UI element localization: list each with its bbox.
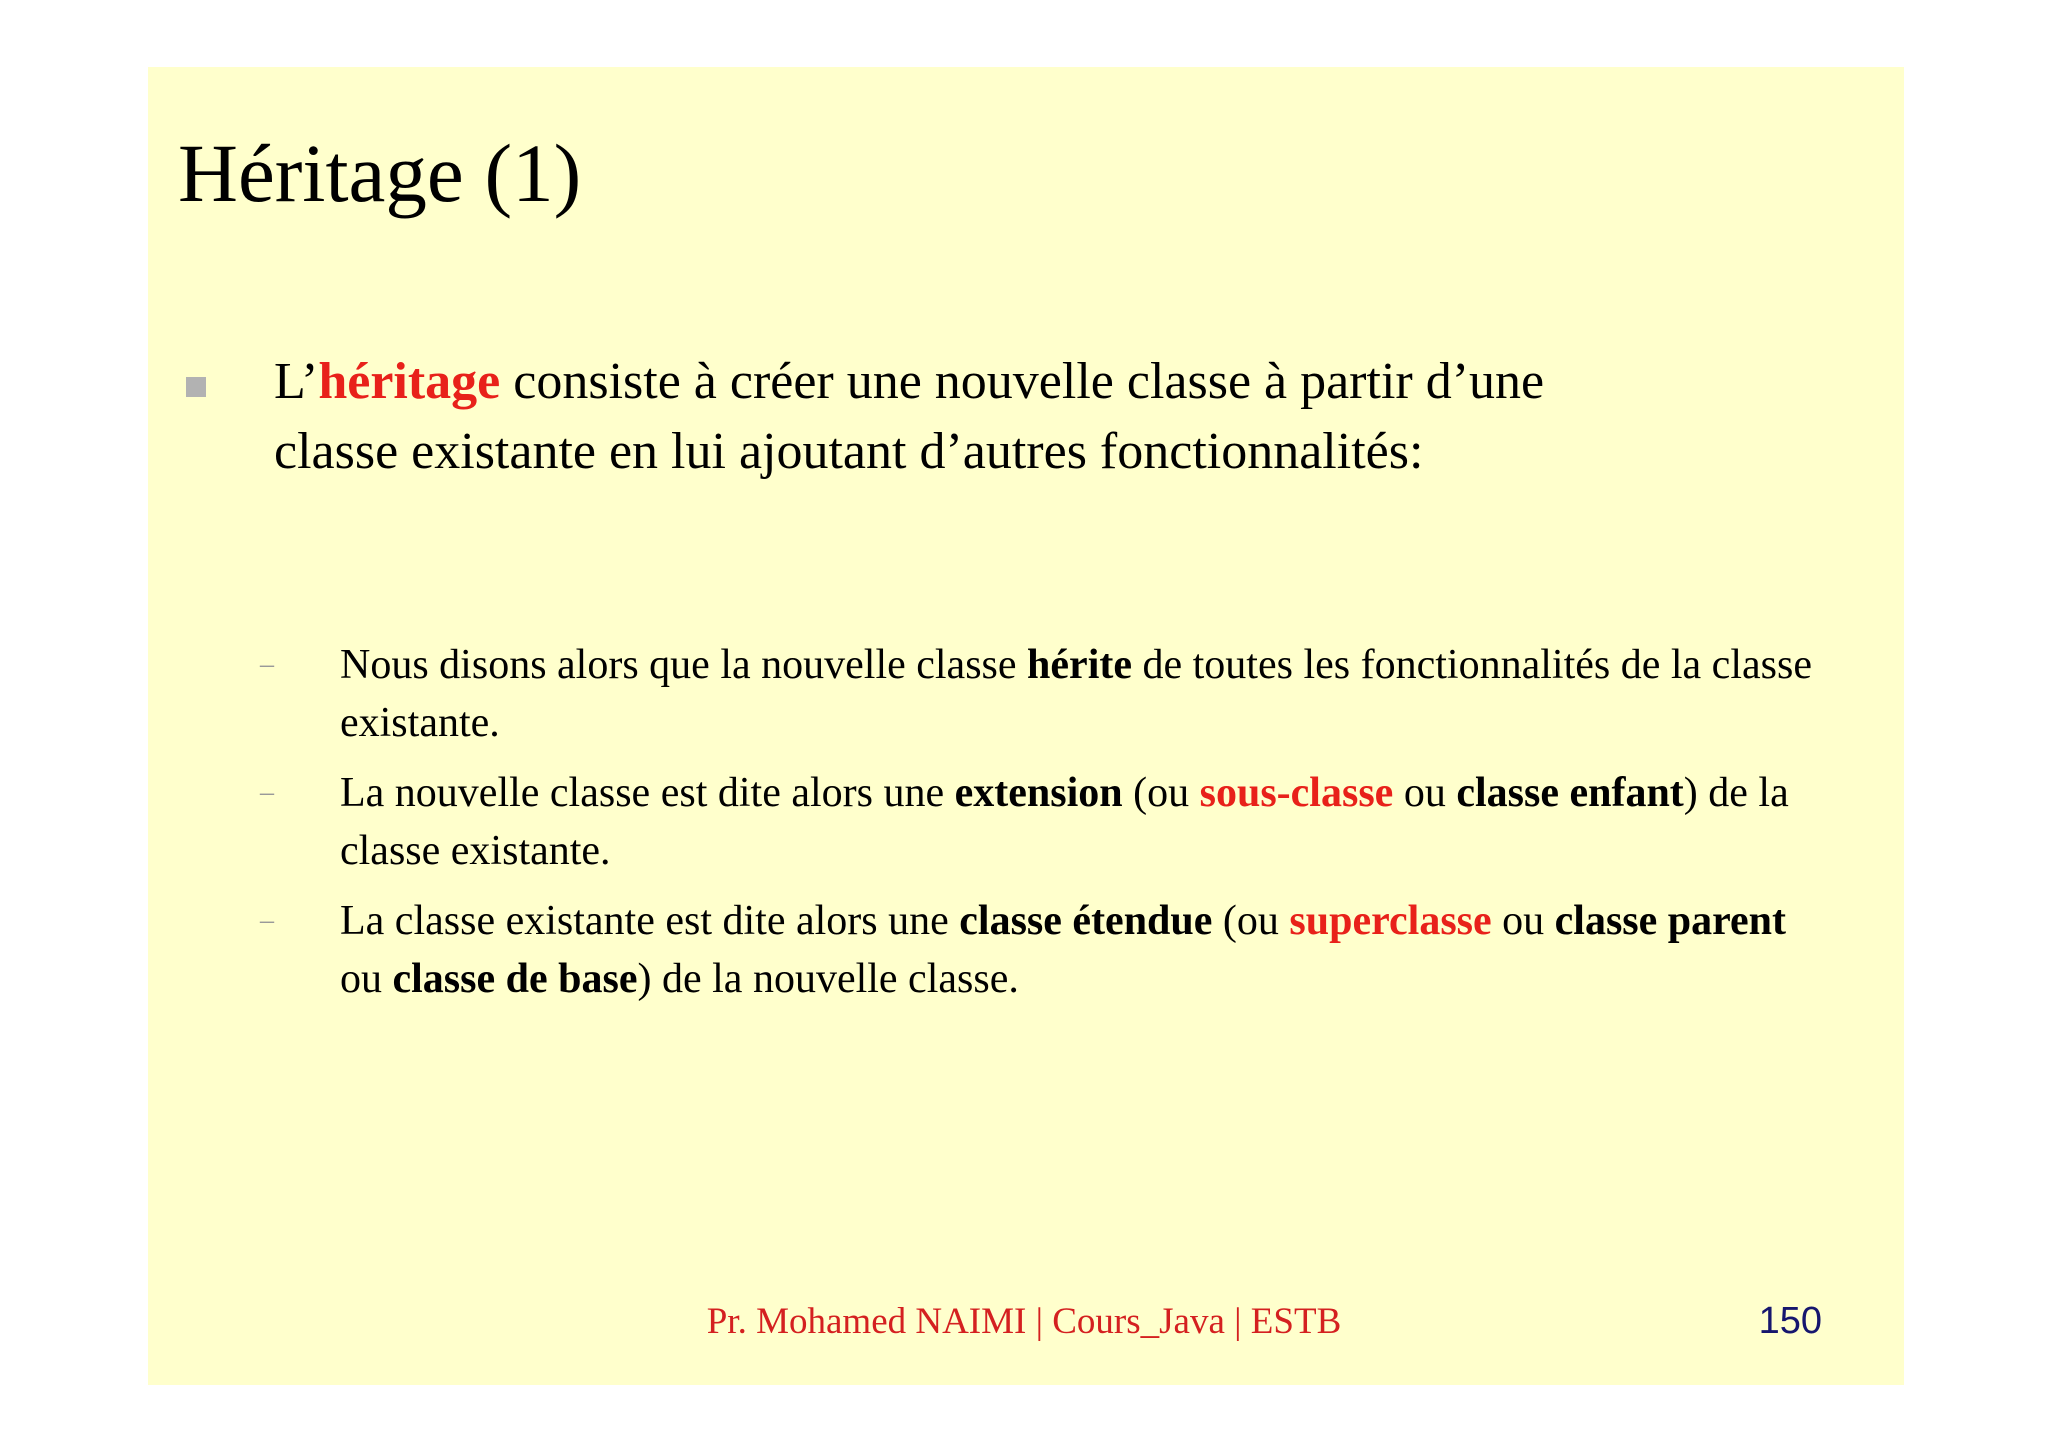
sub-bullet-text-part: (ou (1122, 770, 1200, 816)
sub-bullet-text-part: ) de la classe existante. (340, 770, 1789, 874)
sub-bullet-text-part: (ou (1212, 898, 1290, 944)
dash-bullet-icon: – (260, 649, 274, 680)
term-classe-etendue: classe étendue (959, 898, 1213, 944)
square-bullet-icon (186, 377, 206, 397)
sub-bullet-superclass (260, 892, 1820, 1008)
sub-bullet-text-part: ) de la nouvelle classe. (637, 956, 1019, 1002)
slide-title: Héritage (1) (178, 127, 582, 219)
term-superclasse: superclasse (1289, 898, 1492, 944)
sub-bullet-text-part: ou (1393, 770, 1457, 816)
dash-bullet-icon: – (260, 777, 274, 808)
page-number: 150 (1758, 1300, 1822, 1342)
main-bullet-text-part: consiste à créer une nouvelle classe à partir d’une classe existante en lui ajoutant d’autres fonctionnalités: (274, 353, 1545, 480)
sub-bullet-text-part: La classe existante est dite alors une (340, 898, 960, 944)
main-bullet-text-part: L’ (274, 353, 319, 410)
sub-bullet-text-part: La nouvelle classe est dite alors une (340, 770, 955, 816)
term-heritage: héritage (318, 353, 501, 410)
term-classe-enfant: classe enfant (1456, 770, 1684, 816)
slide-footer: Pr. Mohamed NAIMI | Cours_Java | ESTB (706, 1301, 1342, 1342)
main-bullet-text (274, 347, 1608, 487)
sub-bullet-text-part: ou (340, 956, 393, 1002)
sub-bullet-list (260, 636, 1820, 1020)
term-sous-classe: sous-classe (1199, 770, 1394, 816)
sub-bullet-text-part: ou (1491, 898, 1555, 944)
term-classe-parent: classe parent (1554, 898, 1787, 944)
term-extension: extension (954, 770, 1123, 816)
sub-bullet-text-part: Nous disons alors que la nouvelle classe (340, 642, 1028, 688)
term-herite: hérite (1027, 642, 1132, 688)
sub-bullet-inherits (260, 636, 1820, 752)
main-bullet (178, 347, 1608, 487)
sub-bullet-text-part: de toutes les fonctionnalités de la classe existante. (340, 642, 1812, 746)
dash-bullet-icon: – (260, 905, 274, 936)
sub-bullet-extension (260, 764, 1820, 880)
term-classe-de-base: classe de base (392, 956, 638, 1002)
